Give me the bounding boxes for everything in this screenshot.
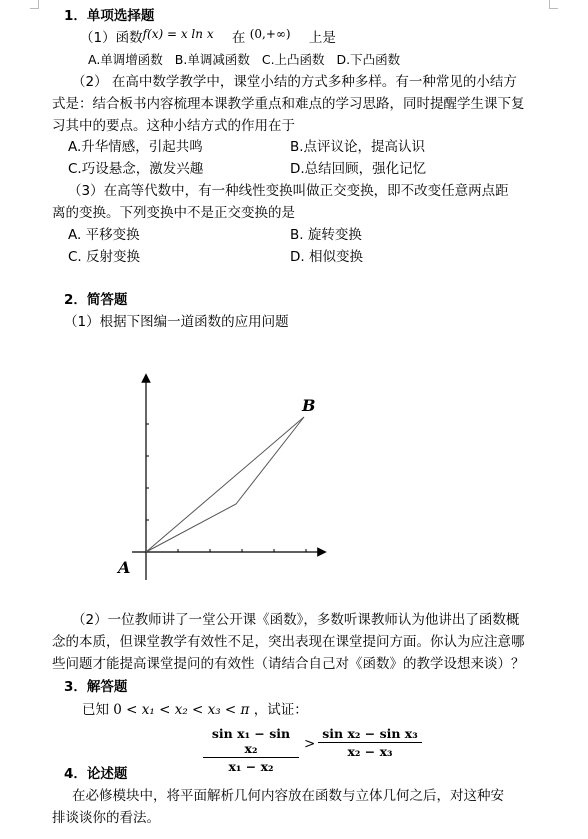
page-corner-mark-left (30, 0, 39, 9)
q3-given-suffix: ，试证： (253, 702, 308, 718)
q1-1-prefix: （1）函数 (80, 30, 143, 46)
q2-1-prompt: （1）根据下图编一道函数的应用问题 (64, 314, 289, 330)
section-3-heading: 3．解答题 (64, 679, 128, 695)
q3-rhs-fraction (318, 726, 422, 759)
q3-lhs-numerator: sin x₁ − sin x₂ (203, 726, 299, 758)
section-4-heading: 4．论述题 (64, 766, 128, 782)
q1-1-mid: 在 (231, 30, 246, 46)
q4-line-1: 在必修模块中，将平面解析几何内容放在函数与立体几何之后，对这种安 (72, 788, 504, 804)
q3-rhs-denominator: x₂ − x₃ (347, 744, 393, 759)
q1-1-function: f(x) = x ln x (142, 27, 214, 41)
q1-1-option-d: D.下凸函数 (336, 52, 401, 67)
q1-2-line-3: 习其中的要点。这种小结方式的作用在于 (52, 118, 295, 134)
q3-given-prefix: 已知 0 < (82, 702, 138, 718)
q3-greater-than: > (304, 736, 316, 752)
q2-2-line-2: 念的本质，但课堂教学有效性不足，突出表现在课堂提问方面。你认为应注意哪 (52, 634, 525, 650)
q2-2-line-1: （2）一位教师讲了一堂公开课《函数》，多数听课教师认为他讲出了函数概 (72, 612, 520, 628)
q1-2-line-1: （2） 在高中数学教学中，课堂小结的方式多种多样。有一种常见的小结方 (72, 74, 517, 90)
q1-3-option-a: A. 平移变换 (68, 227, 140, 243)
q3-rhs-numerator: sin x₂ − sin x₃ (318, 726, 422, 743)
q4-line-2: 排谈谈你的看法。 (52, 810, 160, 826)
function-graph (110, 370, 330, 585)
q1-3-option-c: C. 反射变换 (68, 249, 141, 265)
q1-3-line-2: 离的变换。下列变换中不是正交变换的是 (52, 205, 295, 221)
q1-1-suffix: 上是 (308, 30, 336, 46)
q1-2-option-c: C.巧设悬念，激发兴趣 (68, 161, 204, 177)
q1-1-stem (80, 28, 336, 48)
q1-2-line-2: 式是：结合板书内容梳理本课教学重点和难点的学习思路，同时提醒学生课下复 (52, 96, 525, 112)
q1-2-option-a: A.升华情感，引起共鸣 (68, 139, 203, 155)
point-b-label: B (302, 396, 316, 415)
q1-2-option-d: D.总结回顾，强化记忆 (290, 161, 427, 177)
section-1-heading: 1．单项选择题 (64, 8, 155, 24)
q1-1-option-a: A.单调增函数 (88, 52, 163, 67)
q1-3-line-1: （3）在高等代数中，有一种线性变换叫做正交变换，即不改变任意两点距 (68, 183, 509, 199)
q1-1-interval: (0,+∞) (249, 27, 291, 41)
q3-lhs-denominator: x₁ − x₂ (228, 759, 274, 774)
q1-1-option-c: C.上凸函数 (261, 52, 325, 67)
segment-a-to-b (146, 417, 304, 552)
q1-3-option-d: D. 相似变换 (290, 249, 363, 265)
q2-2-line-3: 些问题才能提高课堂提问的有效性（请结合自己对《函数》的教学设想来谈）？ (52, 656, 525, 672)
q1-1-options (88, 50, 400, 70)
q1-3-option-b: B. 旋转变换 (290, 227, 362, 243)
page-corner-mark-right (549, 0, 558, 9)
q3-given-inequality: x₁ < x₂ < x₃ < π (141, 702, 250, 718)
point-a-label: A (118, 558, 131, 577)
section-2-heading: 2．简答题 (64, 292, 128, 308)
q1-2-option-b: B.点评议论，提高认识 (290, 139, 426, 155)
q1-1-option-b: B.单调减函数 (174, 52, 250, 67)
q3-given (82, 700, 308, 720)
q3-lhs-fraction (203, 726, 299, 774)
